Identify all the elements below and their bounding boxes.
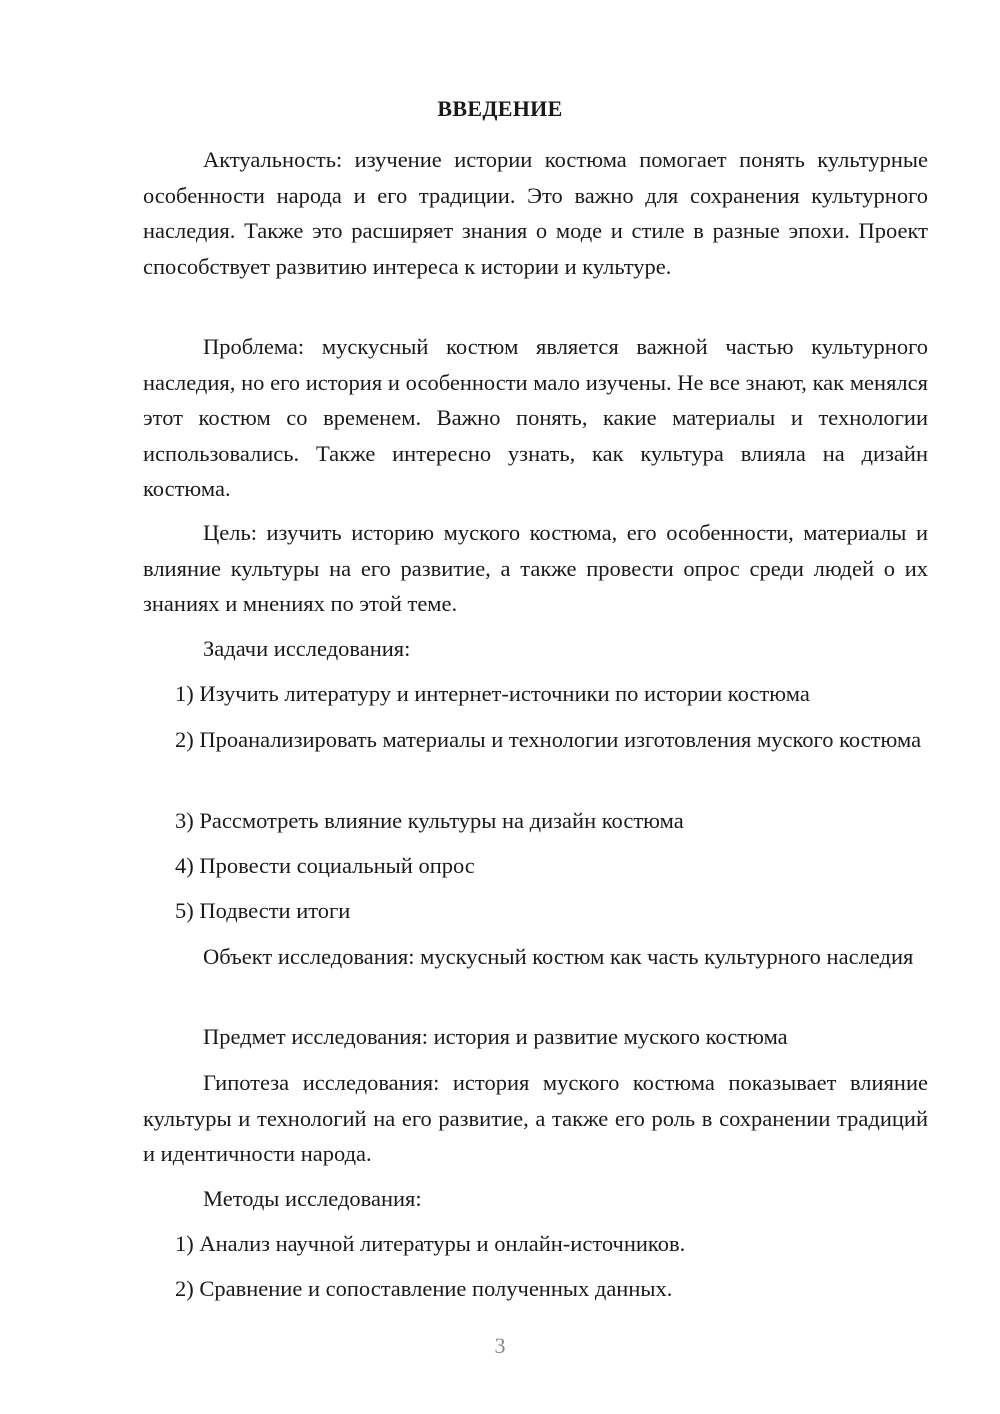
page-number: 3 — [494, 1333, 506, 1358]
task-item: 4) Провести социальный опрос — [175, 853, 475, 878]
object-paragraph: Объект исследования: мускусный костюм как часть культурного наследия — [203, 944, 914, 969]
task-item: 2) Проанализировать материалы и технологии изготовления муского костюма — [175, 727, 922, 752]
method-item: 1) Анализ научной литературы и онлайн-источников. — [175, 1231, 686, 1256]
relevance-paragraph: Актуальность: изучение истории костюма помогает понять культурные особенности народа и его традиции. Это важно для сохранения культурного наследия. Также это расширяет знания о моде и стиле в разные эпохи. Проект способствует развитию интереса к истории и культуре. — [143, 147, 928, 279]
method-item: 2) Сравнение и сопоставление полученных данных. — [175, 1276, 673, 1301]
subject-paragraph: Предмет исследования: история и развитие муского костюма — [203, 1024, 788, 1049]
methods-heading: Методы исследования: — [203, 1186, 422, 1211]
goal-paragraph: Цель: изучить историю муского костюма, его особенности, материалы и влияние культуры на его развитие, а также провести опрос среди людей о их знаниях и мнениях по этой теме. — [143, 520, 928, 616]
problem-paragraph: Проблема: мускусный костюм является важной частью культурного наследия, но его история и особенности мало изучены. Не все знают, как менялся этот костюм со временем. Важно понять, какие материалы и технологии использовались. Также интересно узнать, как культура влияла на дизайн костюма. — [143, 334, 928, 501]
tasks-heading: Задачи исследования: — [203, 636, 411, 661]
task-item: 5) Подвести итоги — [175, 898, 351, 923]
page-title: ВВЕДЕНИЕ — [437, 96, 563, 121]
hypothesis-paragraph: Гипотеза исследования: история муского костюма показывает влияние культуры и технологий на его развитие, а также его роль в сохранении традиций и идентичности народа. — [143, 1070, 928, 1166]
task-item: 1) Изучить литературу и интернет-источники по истории костюма — [175, 681, 810, 706]
task-item: 3) Рассмотреть влияние культуры на дизайн костюма — [175, 808, 684, 833]
